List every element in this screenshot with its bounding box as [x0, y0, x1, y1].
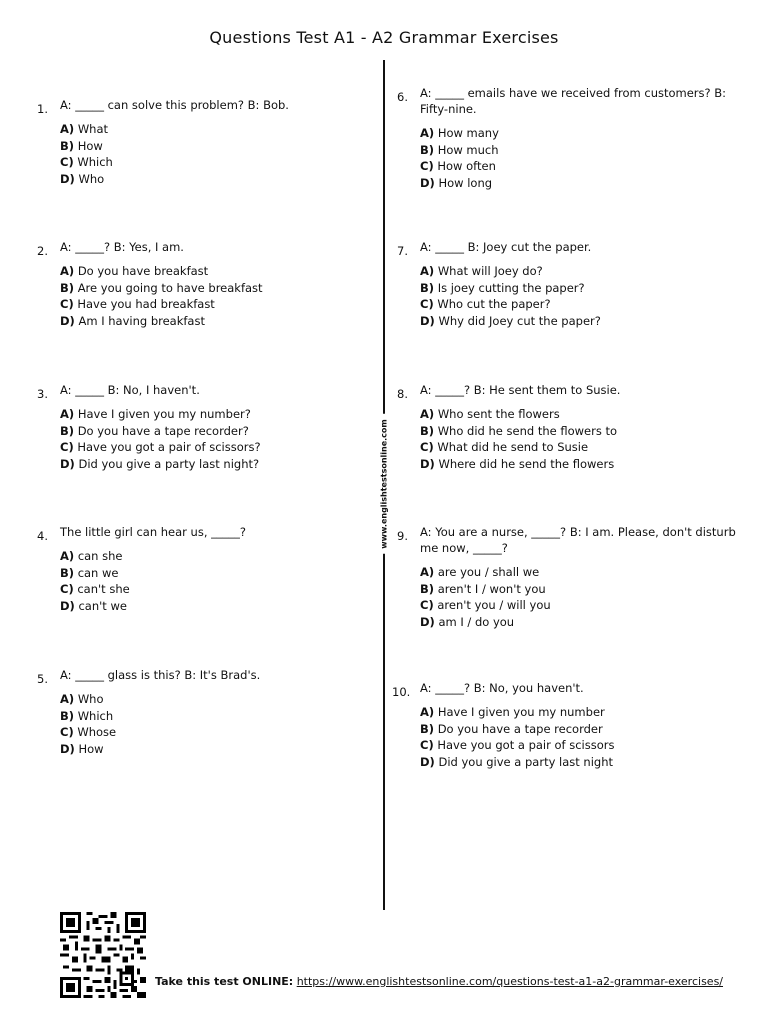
option-letter: A) [420, 126, 435, 140]
question-number: 1. [37, 102, 48, 116]
option-c[interactable] [60, 296, 360, 313]
question-number: 10. [392, 685, 411, 699]
option-c[interactable] [420, 158, 740, 175]
option-a[interactable] [60, 121, 360, 138]
option-d[interactable] [420, 754, 740, 771]
option-text: How [77, 138, 103, 153]
option-letter: B) [60, 138, 75, 153]
option-text: How long [438, 175, 493, 190]
option-b[interactable] [420, 142, 740, 159]
question-text: A: _____ can solve this problem? B: Bob. [60, 98, 289, 112]
option-a[interactable] [420, 406, 740, 423]
option-c[interactable] [60, 724, 360, 741]
question-7 [397, 239, 740, 329]
option-letter: D) [420, 456, 435, 471]
option-letter: A) [420, 705, 435, 719]
option-letter: B) [60, 423, 75, 438]
question-text: A: You are a nurse, _____? B: I am. Please, don't disturb me now, _____? [420, 525, 736, 555]
option-c[interactable] [420, 439, 740, 456]
option-letter: C) [60, 582, 74, 596]
option-a[interactable] [60, 548, 360, 565]
option-a[interactable] [420, 263, 740, 280]
option-letter: B) [420, 142, 435, 157]
option-letter: C) [420, 738, 434, 752]
option-letter: C) [420, 297, 434, 311]
option-letter: A) [60, 407, 75, 421]
option-text: Do you have breakfast [77, 264, 209, 278]
option-text: Who cut the paper? [437, 297, 551, 311]
question-5 [37, 667, 360, 757]
question-text: A: _____ glass is this? B: It's Brad's. [60, 668, 261, 682]
question-number: 4. [37, 529, 48, 543]
question-text: A: _____? B: Yes, I am. [60, 240, 184, 254]
question-number: 2. [37, 244, 48, 258]
option-d[interactable] [60, 313, 360, 330]
question-6 [397, 85, 740, 191]
option-text: aren't you / will you [437, 598, 551, 612]
option-text: Which [77, 708, 114, 723]
option-d[interactable] [60, 456, 360, 473]
option-d[interactable] [60, 171, 360, 188]
option-text: Are you going to have breakfast [77, 280, 263, 295]
side-url: www.englishtestsonline.com [380, 414, 389, 554]
question-1 [37, 97, 360, 187]
option-c[interactable] [60, 581, 360, 598]
option-letter: D) [60, 598, 75, 613]
option-letter: B) [420, 721, 435, 736]
option-letter: C) [60, 297, 74, 311]
question-3 [37, 382, 360, 472]
option-c[interactable] [420, 597, 740, 614]
option-text: can't we [78, 598, 127, 613]
option-text: are you / shall we [437, 565, 540, 579]
option-text: Have you had breakfast [77, 297, 215, 311]
option-text: Who did he send the flowers to [437, 423, 618, 438]
option-letter: D) [420, 614, 435, 629]
question-number: 6. [397, 90, 408, 104]
option-text: Where did he send the flowers [438, 456, 615, 471]
option-c[interactable] [420, 737, 740, 754]
option-a[interactable] [60, 406, 360, 423]
option-letter: A) [60, 122, 75, 136]
option-letter: A) [60, 692, 75, 706]
question-number: 3. [37, 387, 48, 401]
option-a[interactable] [420, 704, 740, 721]
option-d[interactable] [420, 175, 740, 192]
option-b[interactable] [60, 423, 360, 440]
option-b[interactable] [420, 721, 740, 738]
option-text: Have you got a pair of scissors? [77, 440, 261, 454]
option-b[interactable] [420, 280, 740, 297]
option-text: What will Joey do? [437, 264, 543, 278]
option-a[interactable] [60, 691, 360, 708]
option-letter: B) [60, 708, 75, 723]
option-b[interactable] [420, 423, 740, 440]
option-letter: D) [420, 175, 435, 190]
option-d[interactable] [420, 614, 740, 631]
option-letter: B) [60, 565, 75, 580]
option-letter: A) [60, 549, 75, 563]
option-text: Have I given you my number [437, 705, 605, 719]
option-text: How much [437, 142, 499, 157]
option-letter: B) [420, 581, 435, 596]
option-text: aren't I / won't you [437, 581, 546, 596]
option-text: How many [437, 126, 499, 140]
option-text: Who sent the flowers [437, 407, 560, 421]
option-letter: A) [420, 407, 435, 421]
option-text: Which [77, 155, 113, 169]
option-text: Have I given you my number? [77, 407, 251, 421]
option-letter: B) [420, 423, 435, 438]
option-text: Who [77, 692, 104, 706]
option-text: Do you have a tape recorder? [77, 423, 249, 438]
question-2 [37, 239, 360, 329]
option-text: How often [437, 159, 496, 173]
option-text: What [77, 122, 109, 136]
option-letter: D) [60, 171, 75, 186]
option-text: What did he send to Susie [437, 440, 589, 454]
question-8 [397, 382, 740, 472]
option-letter: C) [60, 155, 74, 169]
option-text: How [78, 741, 104, 756]
qr-code-icon[interactable] [58, 912, 148, 998]
option-text: can't she [77, 582, 130, 596]
option-letter: B) [60, 280, 75, 295]
question-text: A: _____? B: He sent them to Susie. [420, 383, 621, 397]
option-text: Is joey cutting the paper? [437, 280, 585, 295]
question-number: 8. [397, 387, 408, 401]
question-text: A: _____ B: No, I haven't. [60, 383, 200, 397]
option-a[interactable] [60, 263, 360, 280]
option-letter: A) [60, 264, 75, 278]
question-number: 5. [37, 672, 48, 686]
footer-label: Take this test ONLINE: [155, 975, 294, 988]
option-letter: B) [420, 280, 435, 295]
option-text: can she [77, 549, 123, 563]
option-letter: C) [420, 159, 434, 173]
option-text: Why did Joey cut the paper? [438, 313, 601, 328]
option-b[interactable] [60, 138, 360, 155]
question-number: 7. [397, 244, 408, 258]
footer [155, 975, 723, 988]
question-text: The little girl can hear us, _____? [60, 525, 247, 539]
option-d[interactable] [60, 598, 360, 615]
option-d[interactable] [420, 456, 740, 473]
option-letter: A) [420, 264, 435, 278]
option-c[interactable] [60, 154, 360, 171]
option-text: Am I having breakfast [78, 313, 205, 328]
option-text: Have you got a pair of scissors [437, 738, 615, 752]
option-b[interactable] [420, 581, 740, 598]
option-text: Do you have a tape recorder [437, 721, 603, 736]
option-letter: A) [420, 565, 435, 579]
option-letter: C) [420, 598, 434, 612]
option-letter: D) [60, 313, 75, 328]
option-b[interactable] [60, 708, 360, 725]
option-letter: C) [60, 440, 74, 454]
option-c[interactable] [420, 296, 740, 313]
option-d[interactable] [420, 313, 740, 330]
option-text: Did you give a party last night? [78, 456, 260, 471]
option-text: Whose [77, 725, 117, 739]
option-letter: D) [60, 456, 75, 471]
test-online-link[interactable]: https://www.englishtestsonline.com/questions-test-a1-a2-grammar-exercises/ [296, 975, 724, 988]
option-letter: D) [420, 754, 435, 769]
option-c[interactable] [60, 439, 360, 456]
option-letter: D) [420, 313, 435, 328]
question-text: A: _____? B: No, you haven't. [420, 681, 584, 695]
option-a[interactable] [420, 125, 740, 142]
option-b[interactable] [60, 280, 360, 297]
page-title: Questions Test A1 - A2 Grammar Exercises [209, 28, 559, 47]
option-b[interactable] [60, 565, 360, 582]
option-a[interactable] [420, 564, 740, 581]
question-number: 9. [397, 529, 408, 543]
option-text: Did you give a party last night [438, 754, 614, 769]
option-letter: D) [60, 741, 75, 756]
question-text: A: _____ B: Joey cut the paper. [420, 240, 592, 254]
option-text: Who [78, 171, 105, 186]
question-9 [397, 524, 740, 630]
option-text: can we [77, 565, 119, 580]
question-text: A: _____ emails have we received from customers? B: Fifty-nine. [420, 86, 727, 116]
option-letter: C) [60, 725, 74, 739]
question-4 [37, 524, 360, 614]
question-10 [392, 680, 740, 770]
option-letter: C) [420, 440, 434, 454]
option-text: am I / do you [438, 614, 515, 629]
option-d[interactable] [60, 741, 360, 758]
